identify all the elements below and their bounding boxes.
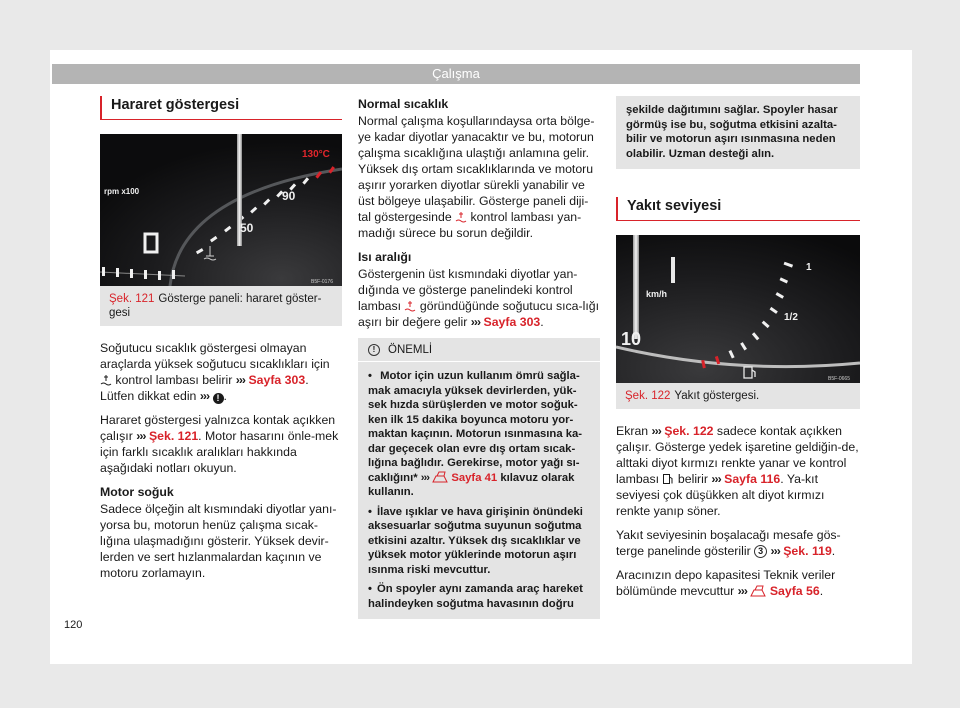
text: kontrol lambası yan-madığı sürece bu sorun değildir. — [358, 210, 582, 240]
car-book-icon — [750, 585, 766, 597]
fuel-gauge-image — [616, 235, 860, 383]
note-item — [368, 582, 590, 611]
note-title: ÖNEMLİ — [388, 343, 433, 356]
figure-code: B5F-0176 — [311, 279, 333, 285]
fuel-label-half: 1/2 — [784, 312, 798, 323]
chapter-header: Çalışma — [52, 64, 860, 84]
arrow-icon: ››› — [711, 472, 721, 486]
figure-122-caption-text: Yakıt göstergesi. — [674, 390, 760, 402]
text: . Motor hasarını önle-mek için farklı sıcaklık aralıkları hakkında aşağıdaki notları okuyun. — [100, 429, 339, 475]
paragraph — [100, 340, 342, 404]
paragraph — [358, 113, 600, 241]
note-item — [368, 369, 590, 500]
car-book-icon — [432, 471, 448, 483]
text: İlave ışıklar ve hava girişinin önündeki aksesuarlar soğutma suyunun soğutma etkisini azaltır. Yüksek dış sıcaklıklar ve yüksek motor yüklerinde motorun aşırı ısınma riski mevcuttur. — [368, 505, 583, 576]
section-heading-fuel: Yakıt seviyesi — [616, 197, 860, 221]
paragraph — [616, 423, 860, 519]
text: . — [819, 584, 824, 598]
text: . Lütfen dikkat edin — [100, 373, 309, 403]
page-link[interactable]: Sayfa 41 — [451, 471, 498, 484]
figure-link[interactable]: Şek. 121 — [148, 429, 199, 443]
text: belirir — [677, 472, 708, 486]
coolant-warning-icon — [455, 211, 467, 223]
text: Göstergenin üst kısmındaki diyotlar yan-dığında ve gösterge panelindeki kontrol lambası — [358, 267, 578, 313]
gauge-unit-label: rpm x100 — [104, 187, 140, 196]
figure-121 — [100, 134, 342, 326]
column-3 — [616, 96, 860, 607]
arrow-icon: ››› — [235, 373, 246, 387]
important-icon[interactable]: ! — [213, 393, 224, 404]
figure-122 — [616, 235, 860, 409]
arrow-icon: ››› — [136, 429, 146, 443]
page-number: 120 — [64, 619, 83, 631]
text: Yakıt seviyesinin boşalacağı mesafe gös-terge panelinde gösterilir — [616, 528, 841, 558]
gauge-label-90: 90 — [282, 189, 296, 203]
text: Soğutucu sıcaklık göstergesi olmayan araçlarda yüksek soğutucu sıcaklıkları için — [100, 341, 330, 371]
text: kontrol lambası belirir — [115, 373, 233, 387]
text: sadece kontak açıkken çalışır. Gösterge yedek işaretine geldiğin-de, alttaki diyot kırmızı renkte yanar ve kontrol lambası — [616, 424, 859, 486]
text: . — [540, 315, 544, 329]
figure-121-caption-text: Gösterge paneli: hararet göster-gesi — [109, 293, 322, 319]
text: Motor için uzun kullanım ömrü sağla-mak amacıyla yüksek devirlerden, yük-sek hızda sürüşlerden ve motor soğuk-ken ilk 15 dakika boyunca motoru yor-maktan kaçının. Motorun ısınmasına ka-dar geçecek olan evre dış ortam sıcak-lığına bağlıdır. Gerekirse, motor yağı sı-caklığını* — [368, 370, 583, 484]
fuel-gauge-illustration — [616, 235, 860, 383]
text: Aracınızın depo kapasitesi Teknik veriler bölümünde mevcuttur — [616, 568, 836, 598]
text: . — [223, 389, 227, 403]
note-header — [358, 338, 600, 362]
fuel-pump-icon — [662, 473, 674, 485]
paragraph — [100, 412, 342, 476]
arrow-icon: ››› — [470, 315, 481, 329]
section-heading-temperature: Hararet göstergesi — [100, 96, 342, 120]
text: . Ya-kıt seviyesi çok düşükken alt diyot kırmızı renkte yanıp söner. — [616, 472, 825, 518]
arrow-icon: ››› — [651, 424, 661, 438]
arrow-icon: ››› — [770, 544, 780, 558]
arrow-icon: ››› — [199, 389, 210, 403]
text: kılavuz olarak kullanın. — [368, 471, 575, 498]
note-item — [368, 505, 590, 578]
callout-number: 3 — [754, 545, 767, 558]
paragraph — [616, 527, 860, 559]
figure-link[interactable]: Şek. 119 — [783, 544, 832, 558]
text: Ön spoyler aynı zamanda araç hareket halindeyken soğutma havasının doğru — [368, 583, 583, 610]
column-1 — [100, 96, 342, 589]
figure-link[interactable]: Şek. 122 — [664, 424, 714, 438]
page-link[interactable]: Sayfa 303 — [248, 373, 306, 387]
fuel-label-full: 1 — [806, 262, 812, 273]
speed-unit-label: km/h — [646, 289, 668, 299]
page-link[interactable]: Sayfa 116 — [724, 472, 781, 486]
text: Hararet göstergesi yalnızca kontak açıkken çalışır — [100, 413, 336, 443]
text: . — [831, 544, 836, 558]
arrow-icon: ››› — [420, 471, 430, 484]
text: göründüğünde soğutucu sıca-lığı aşırı bir değere gelir — [358, 299, 600, 329]
subheading-heat-range: Isı aralığı — [358, 250, 412, 264]
coolant-warning-icon — [404, 300, 416, 312]
paragraph — [616, 567, 860, 599]
temperature-gauge-image — [100, 134, 342, 286]
note-body — [358, 362, 600, 619]
figure-121-number: Şek. 121 — [109, 293, 155, 305]
figure-122-caption — [616, 383, 860, 403]
figure-code: B5F-0665 — [828, 376, 850, 382]
figure-121-caption — [100, 286, 342, 320]
note-continuation: şekilde dağıtımını sağlar. Spoyler hasar görmüş ise bu, soğutma etkisini azalta-bilir ve motorun aşırı ısınmasına neden olabilir. Uzman desteği alın. — [616, 96, 860, 169]
figure-122-number: Şek. 122 — [625, 390, 671, 402]
text: Normal çalışma koşullarındaysa orta bölge-ye kadar diyotlar yanacaktır ve bu, motorun çalışma sıcaklığına ulaştığı anlamına gelir. Yüksek dış ortam sıcaklıklarında ve motoru aşırır yorarken diyotlar sürekli yanabilir ve üst bölgeye ulaşabilir. Gösterge paneli diji-tal göstergesinde — [358, 114, 595, 224]
important-note-box — [358, 338, 600, 619]
warning-circle-icon: ! — [368, 344, 380, 356]
paragraph — [358, 266, 600, 330]
subheading-normal-temperature: Normal sıcaklık — [358, 97, 449, 111]
speed-label-10: 10 — [621, 329, 642, 349]
paragraph: Sadece ölçeğin alt kısmındaki diyotlar yanı-yorsa bu, motorun henüz çalışma sıcak-lığına ulaşmadığını gösterir. Yüksek devir-lerden ve sert hızlanmalardan kaçının ve motoru zorlamayın. — [100, 502, 337, 580]
gauge-red-label: 130°C — [302, 149, 330, 160]
coolant-warning-icon — [100, 374, 112, 386]
temperature-gauge-illustration — [100, 134, 342, 286]
arrow-icon: ››› — [737, 584, 747, 598]
page-link[interactable]: Sayfa 303 — [483, 315, 541, 329]
gauge-label-50: 50 — [240, 221, 254, 235]
subheading-engine-cold: Motor soğuk — [100, 485, 174, 499]
column-2 — [358, 96, 600, 619]
page-link[interactable]: Sayfa 56 — [769, 584, 820, 598]
text: Ekran — [616, 424, 649, 438]
